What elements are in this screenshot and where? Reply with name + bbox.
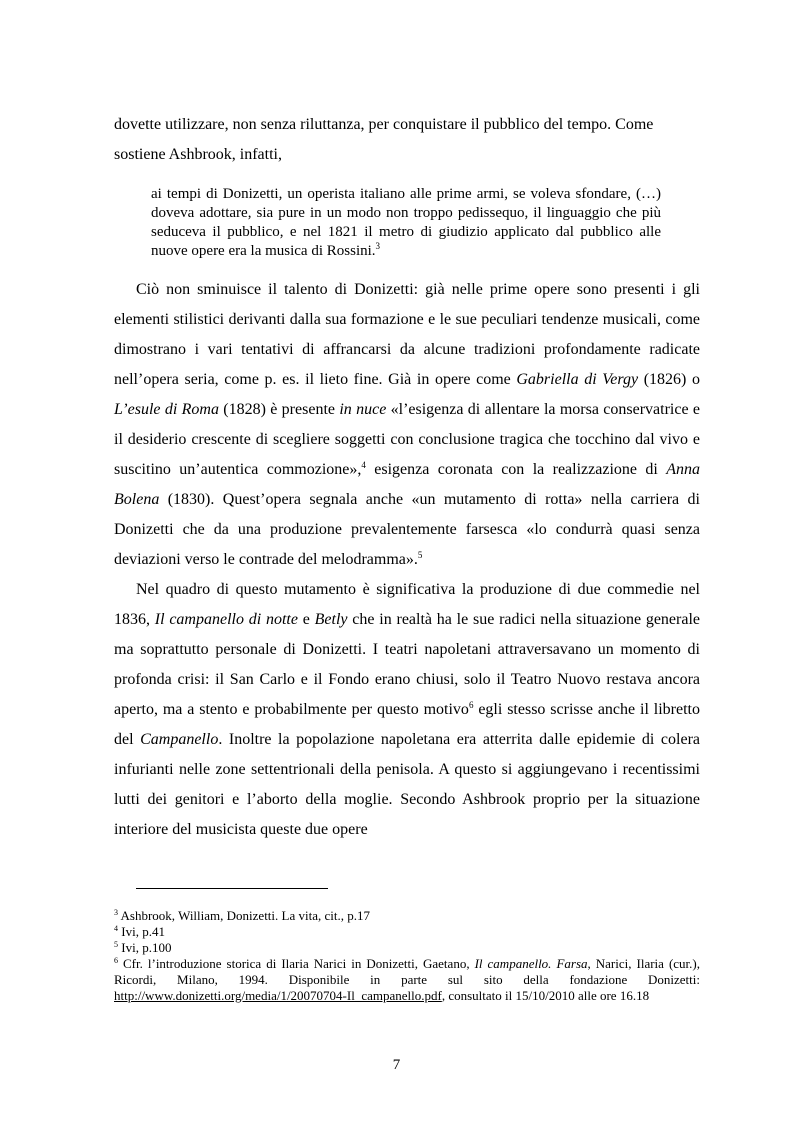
block-quote [151, 185, 661, 261]
para2-text-e: . Inoltre la popolazione napoletana era atterrita dalle epidemie di colera infurianti nelle zone settentrionali della penisola. A questo si aggiungevano i recentissimi lutti dei genitori e l’aborto della moglie. Secondo Ashbrook proprio per la situazione interiore del musicista queste due opere [114, 731, 700, 838]
footnote-text: Ivi, p.100 [118, 940, 172, 955]
footnote-3 [114, 908, 700, 924]
footnote-text-c: , consultato il 15/10/2010 alle ore 16.18 [441, 988, 650, 1003]
intro-text [114, 110, 700, 170]
body-text [114, 275, 700, 845]
opera-title-anna-bolena: Anna Bolena [114, 461, 701, 508]
footnote-text: Ashbrook, William, Donizetti. La vita, cit., p.17 [118, 908, 370, 923]
opera-title-esule: L’esule di Roma [114, 401, 219, 418]
para1-text-f: (1830). Quest’opera segnala anche «un mutamento di rotta» nella carriera di Donizetti che da una produzione prevalentemente farsesca «lo condurrà quasi senza deviazioni verso le contrade del melodramma». [114, 491, 700, 568]
footnote-ref-3[interactable]: 3 [375, 241, 381, 251]
footnote-6 [114, 956, 700, 1004]
footnote-text-a: Cfr. l’introduzione storica di Ilaria Narici in Donizetti, Gaetano, [118, 956, 475, 971]
opera-title-campanello: Il campanello di notte [154, 611, 298, 628]
paragraph-2 [114, 575, 700, 845]
intro-line-2: sostiene Ashbrook, infatti, [114, 146, 282, 163]
footnote-score-title: Il campanello. Farsa [474, 956, 588, 971]
footnote-ref-6[interactable]: 6 [468, 700, 474, 710]
footnote-text-b: , Narici, Ilaria (cur.), Ricordi, Milano, 1994. Disponibile in parte sul sito della fondazione Donizetti: [114, 956, 700, 987]
para2-text-d: egli stesso scrisse anche il libretto del [114, 701, 700, 748]
footnote-ref-4[interactable]: 4 [361, 460, 366, 470]
footnote-5 [114, 940, 700, 956]
latin-phrase: in nuce [339, 401, 387, 418]
donizetti-pdf-link[interactable]: http://www.donizetti.org/media/1/20070704-Il_campanello.pdf [114, 988, 442, 1003]
para1-text-a: Ciò non sminuisce il talento di Donizetti: già nelle prime opere sono presenti i gli elementi stilistici derivanti dalla sua formazione e le sue peculiari tendenze musicali, come dimostrano i vari tentativi di affrancarsi da alcune tradizioni profondamente radicate nell’opera seria, come p. es. il lieto fine. Già in opere come [114, 281, 700, 388]
para1-text-e: esigenza coronata con la realizzazione di [365, 461, 667, 478]
quote-text: ai tempi di Donizetti, un operista italiano alle prime armi, se voleva sfondare, (…) doveva adottare, sia pure in un modo non troppo pedissequo, il linguaggio che più seduceva il pubblico, e nel 1821 il metro di giudizio applicato dal pubblico alle nuove opere era la musica di Rossini. [151, 186, 661, 259]
para2-text-b: e [297, 611, 315, 628]
para1-text-c: (1828) è presente [218, 401, 340, 418]
paragraph-1 [114, 275, 700, 575]
footnote-4 [114, 924, 700, 940]
footnotes [114, 908, 700, 1004]
opera-title-campanello-short: Campanello [140, 731, 219, 748]
footnote-ref-5[interactable]: 5 [417, 550, 423, 560]
footnote-number: 3 [114, 908, 118, 917]
para1-text-b: (1826) o [638, 371, 700, 388]
intro-line-1: dovette utilizzare, non senza riluttanza, per conquistare il pubblico del tempo. Come [114, 116, 654, 133]
footnote-number: 4 [114, 924, 118, 933]
opera-title-gabriella: Gabriella di Vergy [516, 371, 639, 388]
footnote-text: Ivi, p.41 [118, 924, 165, 939]
page-number: 7 [392, 1057, 401, 1073]
para2-text-a: Nel quadro di questo mutamento è significativa la produzione di due commedie nel 1836, [114, 581, 700, 628]
footnote-separator [136, 888, 328, 889]
para1-text-d: «l’esigenza di allentare la morsa conservatrice e il desiderio crescente di scegliere soggetti con conclusione tragica che tocchino dal vivo e suscitino un’autentica commozione», [114, 401, 700, 478]
para2-text-c: che in realtà ha le sue radici nella situazione generale ma soprattutto personale di Donizetti. I teatri napoletani attraversavano un momento di profonda crisi: il San Carlo e il Fondo erano chiusi, solo il Teatro Nuovo restava ancora aperto, ma a stento e probabilmente per questo motivo [114, 611, 700, 718]
footnote-number: 5 [114, 940, 118, 949]
opera-title-betly: Betly [314, 611, 348, 628]
footnote-number: 6 [114, 956, 118, 965]
